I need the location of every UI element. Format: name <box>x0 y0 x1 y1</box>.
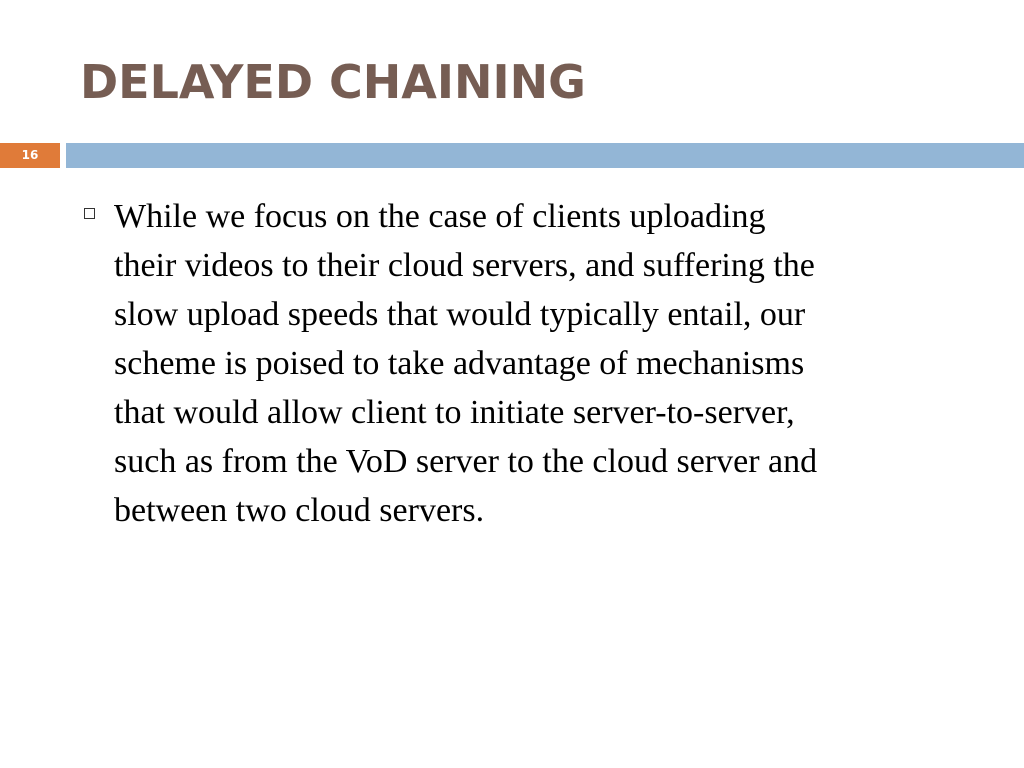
bullet-line: While we focus on the case of clients uploading <box>114 198 766 235</box>
bullet-line: between two cloud servers. <box>114 492 485 529</box>
bullet-line: their videos to their cloud servers, and suffering the <box>114 247 815 284</box>
bullet-line: that would allow client to initiate server-to-server, <box>114 394 795 431</box>
slide-title: DELAYED CHAINING <box>80 55 586 109</box>
bullet-line: such as from the VoD server to the cloud server and <box>114 443 818 480</box>
bullet-line: slow upload speeds that would typically entail, our <box>114 296 806 333</box>
square-bullet-icon <box>84 208 95 219</box>
slide-content <box>84 192 984 535</box>
header-accent-bar <box>66 143 1024 168</box>
bullet-text <box>114 192 982 535</box>
slide-number: 16 <box>21 148 39 162</box>
bullet-line: scheme is poised to take advantage of mechanisms <box>114 345 805 382</box>
slide-number-badge <box>0 143 60 168</box>
bullet-item <box>84 192 984 535</box>
